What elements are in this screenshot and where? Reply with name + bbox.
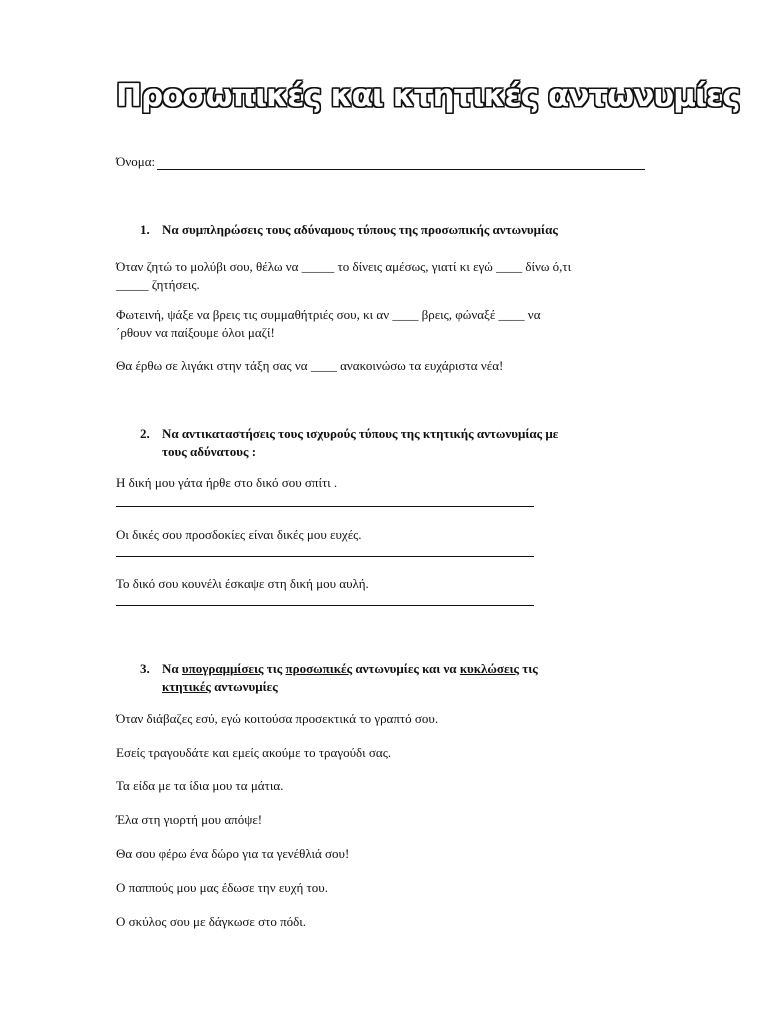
s3-sentence: Ο παππούς μου μας έδωσε την ευχή του. xyxy=(116,880,328,895)
s2-answer-line-2 xyxy=(116,556,534,557)
s1-exercise-2-line-1: Φωτεινή, ψάξε να βρεις τις συμμαθήτριές σου, κι αν ____ βρεις, φώναξέ ____ να xyxy=(116,307,541,322)
s2-answer-line-1 xyxy=(116,506,534,507)
s3-sentence: Τα είδα με τα ίδια μου τα μάτια. xyxy=(116,778,284,793)
s3-sentence: Εσείς τραγουδάτε και εμείς ακούμε το τραγούδι σας. xyxy=(116,745,392,760)
s3-word-tis-2: τις xyxy=(522,661,538,676)
s2-sentence-2: Οι δικές σου προσδοκίες είναι δικές μου ευχές. xyxy=(116,527,362,542)
section-3-heading xyxy=(140,660,538,696)
s1-exercise-3: Θα έρθω σε λιγάκι στην τάξη σας να ____ ανακοινώσω τα ευχάριστα νέα! xyxy=(116,358,504,373)
s3-word-kyklwseis: κυκλώσεις xyxy=(459,661,520,676)
section-1-title: Να συμπληρώσεις τους αδύναμους τύπους της προσωπικής αντωνυμίας xyxy=(162,222,558,237)
s3-word-na: Να xyxy=(162,661,179,676)
name-field-row xyxy=(116,154,645,170)
s1-exercise-2 xyxy=(116,306,541,342)
s3-word-end: αντωνυμίες xyxy=(214,679,278,694)
section-1-number: 1. xyxy=(140,222,150,237)
section-3-title-line-2 xyxy=(140,678,538,696)
s3-sentence: Όταν διάβαζες εσύ, εγώ κοιτούσα προσεκτικά το γραπτό σου. xyxy=(116,711,439,726)
name-label: Όνομα: xyxy=(116,154,156,169)
section-3-number: 3. xyxy=(140,661,150,676)
s1-exercise-1-line-1: Όταν ζητώ το μολύβι σου, θέλω να _____ το δίνεις αμέσως, γιατί κι εγώ ____ δίνω ό,τι xyxy=(116,259,572,274)
s3-word-ypogrammiseis: υπογραμμίσεις xyxy=(181,661,264,676)
page-title: Προσωπικές και κτητικές αντωνυμίες xyxy=(116,78,740,114)
s3-sentence: Θα σου φέρω ένα δώρο για τα γενέθλιά σου! xyxy=(116,846,350,861)
section-2-title-line-1: Να αντικαταστήσεις τους ισχυρούς τύπους της κτητικής αντωνυμίας με xyxy=(162,426,559,441)
s2-sentence-3: Το δικό σου κουνέλι έσκαψε στη δική μου αυλή. xyxy=(116,576,369,591)
s3-word-mid: αντωνυμίες και να xyxy=(355,661,457,676)
s1-exercise-1-line-2: _____ ζητήσεις. xyxy=(116,277,200,292)
section-2-number: 2. xyxy=(140,426,150,441)
s3-sentence: Έλα στη γιορτή μου απόψε! xyxy=(116,812,263,827)
s2-answer-line-3 xyxy=(116,605,534,606)
s3-sentence: Ο σκύλος σου με δάγκωσε στο πόδι. xyxy=(116,914,307,929)
s3-word-prosopikes: προσωπικές xyxy=(285,661,353,676)
name-blank-line xyxy=(157,155,645,170)
s1-exercise-1 xyxy=(116,258,571,294)
section-2-title-line-2: τους αδύνατους : xyxy=(162,444,257,459)
s2-sentence-1: Η δική μου γάτα ήρθε στο δικό σου σπίτι . xyxy=(116,475,338,490)
section-1-heading xyxy=(140,221,558,239)
s1-exercise-2-line-2: ΄ρθουν να παίξουμε όλοι μαζί! xyxy=(116,325,275,340)
s3-word-tis-1: τις xyxy=(266,661,283,676)
section-2-heading xyxy=(140,425,558,461)
s3-word-ktitikes: κτητικές xyxy=(162,679,211,694)
